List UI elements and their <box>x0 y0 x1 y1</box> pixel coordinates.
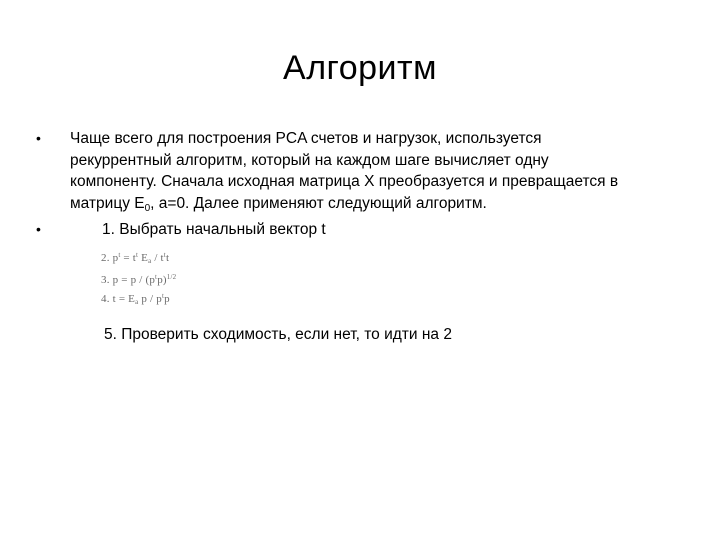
bullet-list <box>36 128 696 241</box>
formula-line-2: 2. $p^t = t^t$ Ea / $t^tt$ <box>101 251 170 265</box>
bullet-line <box>70 193 696 220</box>
bullet-marker: • <box>36 130 41 146</box>
bullet-item-intro <box>36 128 696 219</box>
bullet-line: Чаще всего для построения PCA счетов и нагрузок, используется <box>70 130 542 147</box>
step-1-text: 1. Выбрать начальный вектор t <box>102 221 326 238</box>
bullet-line: компоненту. Сначала исходная матрица X преобразуется и превращается в <box>70 173 619 190</box>
subscript: 0 <box>144 202 151 214</box>
bullet-line-start: матрицу E <box>70 194 145 212</box>
step-5-text: 5. Проверить сходимость, если нет, то идти на 2 <box>104 326 452 343</box>
formula-line-4: 4. t = Ea p / $p^tp$ <box>101 292 170 306</box>
slide-title: Алгоритм <box>283 49 437 87</box>
bullet-item-step1 <box>36 219 696 241</box>
bullet-line: рекуррентный алгоритм, который на каждом шаге вычисляет одну <box>70 151 549 169</box>
bullet-marker: • <box>36 221 41 237</box>
bullet-line-end: , a=0. Далее применяют следующий алгоритм. <box>150 194 487 212</box>
formula-line-3: 3. $p = p / (p^tp)^{1/2}$ <box>101 273 177 286</box>
formula-image <box>101 247 241 310</box>
